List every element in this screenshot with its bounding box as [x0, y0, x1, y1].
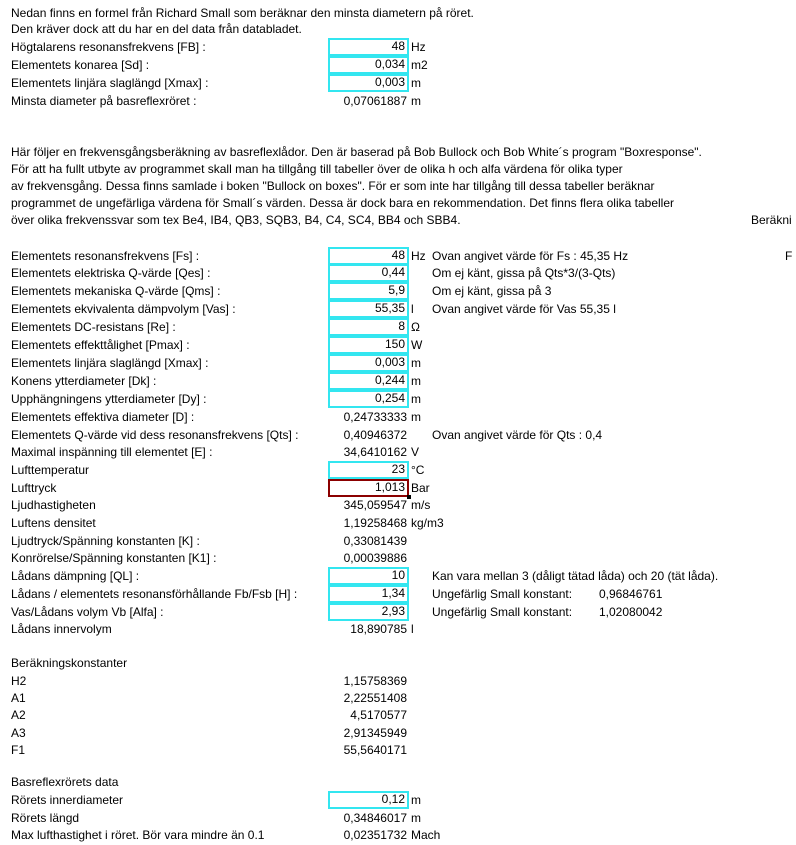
port-diameter-input[interactable]: 0,12: [328, 791, 409, 809]
xmax2-label: Elementets linjära slaglängd [Xmax] :: [11, 356, 209, 370]
sd-input[interactable]: 0,034: [328, 56, 409, 74]
vas-input[interactable]: 55,35: [328, 300, 409, 318]
pressure-input[interactable]: 1,013: [328, 479, 409, 497]
para-line-3: av frekvensgång. Dessa finns samlade i boken "Bullock on boxes". För er som inte har tillgång till dessa tabeller beräknar: [11, 179, 655, 193]
pmax-label: Elementets effekttålighet [Pmax] :: [11, 338, 190, 352]
port-length-value: 0,34846017: [343, 811, 407, 825]
para-line-1: Här följer en frekvensgångsberäkning av basreflexlådor. Den är baserad på Bob Bullock och Bob White´s program "Boxresponse".: [11, 145, 702, 159]
re-input[interactable]: 8: [328, 318, 409, 336]
xmax-unit: m: [411, 76, 421, 90]
para-line-2: För att ha fullt utbyte av programmet skall man ha tillgång till tabeller över de olika h och alfa värdena för olika typer: [11, 162, 623, 176]
alfa-note: Ungefärlig Small konstant:: [432, 605, 573, 619]
vas-label: Elementets ekvivalenta dämpvolym [Vas] :: [11, 302, 236, 316]
h-note-value: 0,96846761: [599, 587, 663, 601]
e-unit: V: [411, 445, 420, 459]
port-diameter-unit: m: [411, 793, 421, 807]
dy-label: Upphängningens ytterdiameter [Dy] :: [11, 392, 207, 406]
min-diameter-label: Minsta diameter på basreflexröret :: [11, 94, 197, 108]
sd-unit: m2: [411, 58, 428, 72]
fs-input[interactable]: 48: [328, 247, 409, 265]
e-value: 34,6410162: [343, 445, 407, 459]
pmax-input[interactable]: 150: [328, 336, 409, 354]
min-diameter-value: 0,07061887: [343, 94, 407, 108]
re-label: Elementets DC-resistans [Re] :: [11, 320, 176, 334]
para-overflow-text: Beräkni: [751, 213, 792, 227]
sound-speed-unit: m/s: [411, 498, 431, 512]
dk-label: Konens ytterdiameter [Dk] :: [11, 374, 157, 388]
qms-input[interactable]: 5,9: [328, 282, 409, 300]
dy-unit: m: [411, 392, 421, 406]
re-unit: Ω: [411, 320, 420, 334]
sound-speed-value: 345,059547: [343, 498, 407, 512]
qts-value: 0,40946372: [343, 428, 407, 442]
xmax-input[interactable]: 0,003: [328, 74, 409, 92]
temp-input[interactable]: 23: [328, 461, 409, 479]
k1-value: 0,00039886: [343, 551, 407, 565]
ql-input[interactable]: 10: [328, 567, 409, 585]
vas-unit: l: [411, 302, 414, 316]
air-velocity-unit: Mach: [411, 828, 441, 842]
d-value: 0,24733333: [343, 410, 407, 424]
a3-value: 2,91345949: [343, 726, 407, 740]
xmax2-unit: m: [411, 356, 421, 370]
temp-unit: °C: [411, 463, 425, 477]
a1-label: A1: [11, 691, 26, 705]
port-length-label: Rörets längd: [11, 811, 80, 825]
qes-note: Om ej känt, gissa på Qts*3/(3-Qts): [432, 266, 616, 280]
far-right-text: F: [785, 249, 793, 263]
alfa-input[interactable]: 2,93: [328, 603, 409, 621]
pressure-label: Lufttryck: [11, 481, 57, 495]
pressure-unit: Bar: [411, 481, 430, 495]
a1-value: 2,22551408: [343, 691, 407, 705]
sd-label: Elementets konarea [Sd] :: [11, 58, 150, 72]
qts-label: Elementets Q-värde vid dess resonansfrekvens [Qts] :: [11, 428, 299, 442]
dk-input[interactable]: 0,244: [328, 372, 409, 390]
e-label: Maximal inspänning till elementet [E] :: [11, 445, 213, 459]
density-label: Luftens densitet: [11, 516, 96, 530]
para-line-5: över olika frekvenssvar som tex Be4, IB4, QB3, SQB3, B4, C4, SC4, BB4 och SBB4.: [11, 213, 461, 227]
min-diameter-unit: m: [411, 94, 421, 108]
pmax-unit: W: [411, 338, 423, 352]
h2-label: H2: [11, 674, 27, 688]
h-note: Ungefärlig Small konstant:: [432, 587, 573, 601]
temp-label: Lufttemperatur: [11, 463, 90, 477]
a2-value: 4,5170577: [350, 708, 407, 722]
intro-line-2: Den kräver dock att du har en del data från databladet.: [11, 22, 302, 36]
k-label: Ljudtryck/Spänning konstanten [K] :: [11, 534, 200, 548]
dy-input[interactable]: 0,254: [328, 390, 409, 408]
vas-note: Ovan angivet värde för Vas 55,35 l: [432, 302, 616, 316]
fs-label: Elementets resonansfrekvens [Fs] :: [11, 249, 200, 263]
qts-note: Ovan angivet värde för Qts : 0,4: [432, 428, 603, 442]
qms-note: Om ej känt, gissa på 3: [432, 284, 552, 298]
intro-line-1: Nedan finns en formel från Richard Small som beräknar den minsta diametern på röret.: [11, 6, 474, 20]
qms-label: Elementets mekaniska Q-värde [Qms] :: [11, 284, 221, 298]
para-line-4: programmet de ungefärliga värdena för Small´s värden. Dessa är dock bara en rekommendation. Det finns flera olika tabeller: [11, 196, 674, 210]
dk-unit: m: [411, 374, 421, 388]
fb-label: Högtalarens resonansfrekvens [FB] :: [11, 40, 206, 54]
sound-speed-label: Ljudhastigheten: [11, 498, 96, 512]
a3-label: A3: [11, 726, 26, 740]
ql-note: Kan vara mellan 3 (dåligt tätad låda) och 20 (tät låda).: [432, 569, 719, 583]
d-unit: m: [411, 410, 421, 424]
air-velocity-label: Max lufthastighet i röret. Bör vara mindre än 0.1: [11, 828, 265, 842]
a2-label: A2: [11, 708, 26, 722]
alfa-note-value: 1,02080042: [599, 605, 663, 619]
alfa-label: Vas/Lådans volym Vb [Alfa] :: [11, 605, 164, 619]
fb-unit: Hz: [411, 40, 426, 54]
xmax2-input[interactable]: 0,003: [328, 354, 409, 372]
h-input[interactable]: 1,34: [328, 585, 409, 603]
fb-input[interactable]: 48: [328, 38, 409, 56]
h2-value: 1,15758369: [343, 674, 407, 688]
port-length-unit: m: [411, 811, 421, 825]
constants-title: Beräkningskonstanter: [11, 656, 128, 670]
f1-label: F1: [11, 743, 26, 757]
fs-note: Ovan angivet värde för Fs : 45,35 Hz: [432, 249, 629, 263]
density-unit: kg/m3: [411, 516, 444, 530]
volume-value: 18,890785: [350, 622, 407, 636]
density-value: 1,19258468: [343, 516, 407, 530]
h-label: Lådans / elementets resonansförhållande Fb/Fsb [H] :: [11, 587, 298, 601]
volume-unit: l: [411, 622, 414, 636]
port-title: Basreflexrörets data: [11, 775, 119, 789]
xmax-label: Elementets linjära slaglängd [Xmax] :: [11, 76, 209, 90]
port-diameter-label: Rörets innerdiameter: [11, 793, 124, 807]
qes-label: Elementets elektriska Q-värde [Qes] :: [11, 266, 211, 280]
k-value: 0,33081439: [343, 534, 407, 548]
air-velocity-value: 0,02351732: [343, 828, 407, 842]
ql-label: Lådans dämpning [QL] :: [11, 569, 140, 583]
k1-label: Konrörelse/Spänning konstanten [K1] :: [11, 551, 217, 565]
qes-input[interactable]: 0,44: [328, 264, 409, 282]
fs-unit: Hz: [411, 249, 426, 263]
d-label: Elementets effektiva diameter [D] :: [11, 410, 195, 424]
f1-value: 55,5640171: [343, 743, 407, 757]
volume-label: Lådans innervolym: [11, 622, 112, 636]
